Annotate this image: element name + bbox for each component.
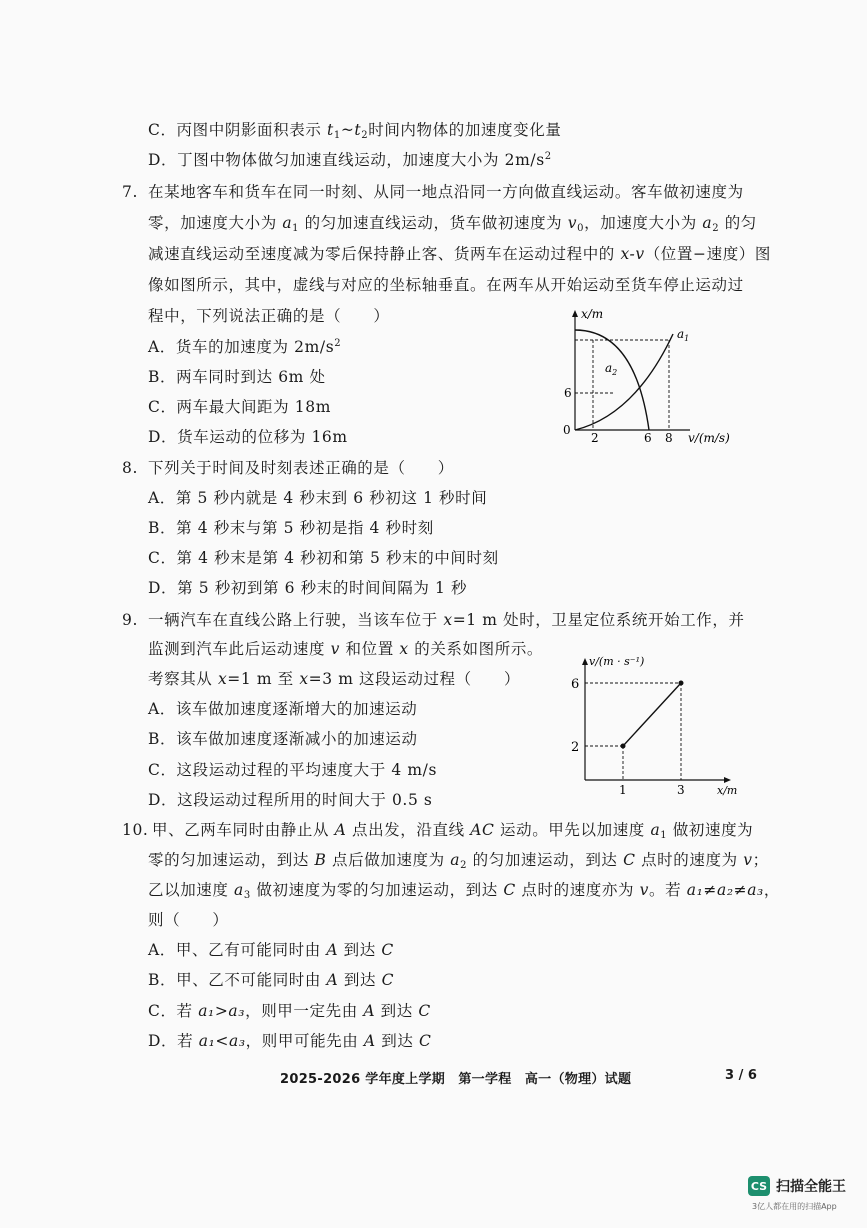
- q8-option-c: C．第 4 秒末是第 4 秒初和第 5 秒末的中间时刻: [148, 549, 499, 567]
- q7-curve-a1: [575, 334, 673, 430]
- q8-option-d: D．第 5 秒初到第 6 秒末的时间间隔为 1 秒: [148, 579, 468, 597]
- q7-y-axis-arrow: [572, 310, 578, 317]
- q9-x-tick-1: 1: [619, 783, 627, 797]
- q10-stem-line3: 乙以加速度 $a_3$ 做初速度为零的匀加速运动，到达 C 点时的速度亦为 v。若 a₁≠a₂≠a₃，: [148, 881, 780, 901]
- q8-option-b: B．第 4 秒末与第 5 秒初是指 4 秒时刻: [148, 519, 434, 537]
- q7-x-tick-2: 2: [591, 431, 599, 445]
- q9-y-tick-2: 2: [571, 740, 580, 755]
- q9-option-b: B．该车做加速度逐渐减小的加速运动: [148, 730, 418, 748]
- q7-y-tick-6: 6: [564, 386, 572, 400]
- q9-x-tick-3: 3: [677, 783, 685, 797]
- q7-curve-a1-label: $a_1$: [677, 327, 690, 343]
- camscanner-logo: [748, 1176, 846, 1196]
- q9-option-c: C．这段运动过程的平均速度大于 4 m/s: [148, 761, 438, 779]
- q10-option-a: A．甲、乙有可能同时由 A 到达 C: [148, 941, 394, 959]
- q10-stem-line1: 甲、乙两车同时由静止从 A 点出发，沿直线 AC 运动。甲先以加速度 $a_1$ 做初速度为: [152, 821, 754, 841]
- q7-option-a: A．货车的加速度为 $2m/s^2$: [148, 338, 342, 356]
- q7-x-tick-6: 6: [644, 431, 652, 445]
- camscanner-name: 扫描全能王: [776, 1179, 846, 1195]
- q10-stem-line4: 则（ ）: [148, 911, 229, 929]
- q7-option-b: B．两车同时到达 6m 处: [148, 368, 326, 386]
- page-footer-title: 2025-2026 学年度上学期 第一学程 高一（物理）试题: [280, 1072, 632, 1087]
- q7-x-axis-label: v/(m/s): [688, 431, 730, 445]
- q7-option-d: D．货车运动的位移为 16m: [148, 428, 348, 446]
- q8-number: 8.: [122, 459, 138, 477]
- q7-stem-line5: 程中，下列说法正确的是（ ）: [148, 307, 390, 325]
- q6-option-c: C．丙图中阴影面积表示 $t_1\sim t_2$时间内物体的加速度变化量: [148, 121, 562, 141]
- q9-point-2: [679, 681, 684, 686]
- q9-stem-line1: 一辆汽车在直线公路上行驶，当该车位于 x=1 m 处时，卫星定位系统开始工作，并: [148, 611, 745, 629]
- q9-vx-graph: [555, 650, 755, 800]
- page-number: 3 / 6: [725, 1068, 757, 1083]
- q10-option-c: C．若 a₁>a₃，则甲一定先由 A 到达 C: [148, 1002, 431, 1020]
- q7-curve-a2-label: $a_2$: [605, 361, 618, 377]
- q8-stem: 下列关于时间及时刻表述正确的是（ ）: [148, 459, 454, 477]
- camscanner-slogan: 3亿人都在用的扫描App: [752, 1202, 837, 1211]
- q9-point-1: [621, 744, 626, 749]
- q9-x-axis-label: x/m: [717, 784, 738, 797]
- q7-number: 7.: [122, 183, 138, 201]
- camscanner-icon: CS: [748, 1176, 770, 1196]
- q7-stem-line1: 在某地客车和货车在同一时刻、从同一地点沿同一方向做直线运动。客车做初速度为: [148, 183, 744, 201]
- q9-stem-line2: 监测到汽车此后运动速度 v 和位置 x 的关系如图所示。: [148, 640, 544, 658]
- q7-stem-line3: 减速直线运动至速度减为零后保持静止客、货两车在运动过程中的 x-v（位置−速度）图: [148, 245, 771, 263]
- q7-x-tick-8: 8: [665, 431, 673, 445]
- q7-stem-line4: 像如图所示，其中，虚线与对应的坐标轴垂直。在两车从开始运动至货车停止运动过: [148, 276, 744, 294]
- q9-y-tick-6: 6: [571, 677, 580, 692]
- q6-option-d: D．丁图中物体做匀加速直线运动，加速度大小为 $2m/s^2$: [148, 151, 552, 169]
- q9-y-axis-arrow: [582, 658, 588, 665]
- q9-option-a: A．该车做加速度逐渐增大的加速运动: [148, 700, 418, 718]
- q7-y-axis-label: x/m: [581, 307, 604, 321]
- q10-number: 10.: [122, 821, 149, 839]
- q7-stem-line2: 零，加速度大小为 $a_1$ 的匀加速直线运动，货车做初速度为 $v_0$，加速度大小为 $a_2$ 的匀: [148, 214, 757, 234]
- q7-curve-a2: [575, 330, 649, 430]
- q9-stem-line3: 考察其从 x=1 m 至 x=3 m 这段运动过程（ ）: [148, 670, 521, 688]
- q8-option-a: A．第 5 秒内就是 4 秒末到 6 秒初这 1 秒时间: [148, 489, 488, 507]
- q7-option-c: C．两车最大间距为 18m: [148, 398, 332, 416]
- q10-stem-line2: 零的匀加速运动，到达 B 点后做加速度为 $a_2$ 的匀加速运动，到达 C 点时的速度为 v；: [148, 851, 769, 871]
- q9-option-d: D．这段运动过程所用的时间大于 0.5 s: [148, 791, 433, 809]
- q9-data-line: [623, 683, 681, 746]
- q10-option-d: D．若 a₁<a₃，则甲可能先由 A 到达 C: [148, 1032, 432, 1050]
- q9-number: 9.: [122, 611, 138, 629]
- q9-y-axis-label: v/(m · s⁻¹): [589, 655, 645, 668]
- q7-xv-graph: [555, 300, 745, 450]
- q9-x-axis-arrow: [724, 777, 731, 783]
- q7-origin-label: 0: [563, 423, 571, 437]
- q10-option-b: B．甲、乙不可能同时由 A 到达 C: [148, 971, 395, 989]
